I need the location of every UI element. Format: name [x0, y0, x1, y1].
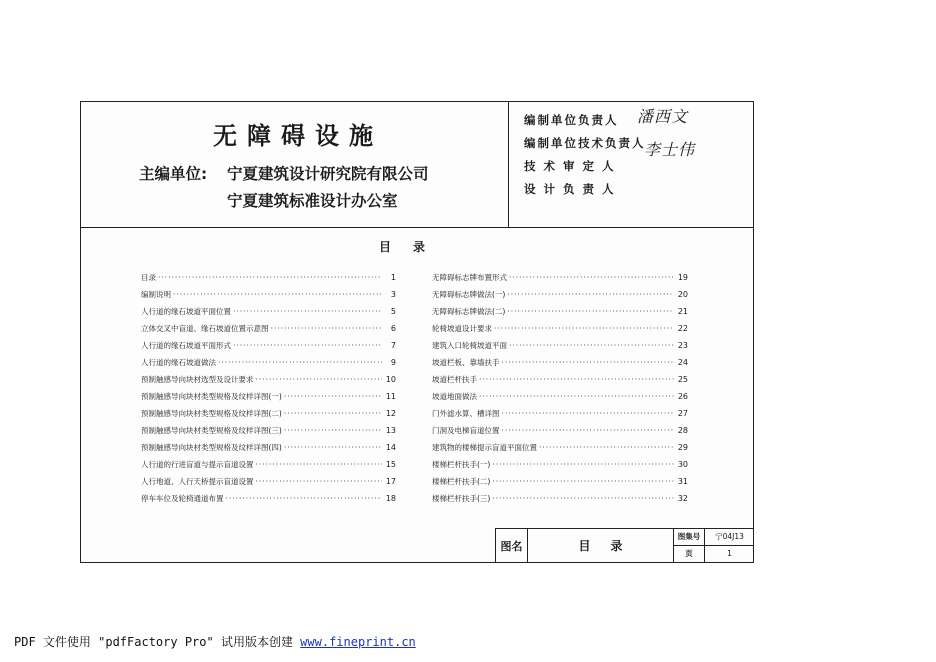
toc-entry-title: 人行道的行进盲道与提示盲道设置: [141, 460, 254, 469]
toc-entry-title: 预制触感导向块材类型规格及纹样详图(一): [141, 392, 282, 401]
toc-entry[interactable]: [432, 476, 688, 493]
toc-entry[interactable]: [432, 391, 688, 408]
header-divider: [508, 102, 509, 227]
toc-leader-dots: [539, 443, 674, 452]
toc-entry-title: 人行地道、人行天桥提示盲道设置: [141, 477, 254, 486]
toc-entry-title: 无障碍标志牌布置形式: [432, 273, 507, 282]
toc-leader-dots: [256, 477, 383, 486]
drawing-name-value: 目录: [528, 529, 674, 562]
toc-entry-page: 12: [385, 409, 396, 418]
toc-leader-dots: [492, 460, 674, 469]
toc-entry[interactable]: [141, 272, 396, 289]
sheet-header: [81, 102, 753, 228]
toc-leader-dots: [284, 392, 382, 401]
toc-entry-title: 建筑入口轮椅坡道平面: [432, 341, 507, 350]
toc-leader-dots: [507, 290, 674, 299]
toc-entry-title: 立体交叉中盲道、缘石坡道位置示意图: [141, 324, 269, 333]
toc-entry-title: 楼梯栏杆扶手(二): [432, 477, 491, 486]
toc-leader-dots: [284, 409, 382, 418]
toc-leader-dots: [507, 307, 674, 316]
toc-leader-dots: [271, 324, 383, 333]
toc-entry-page: 6: [390, 324, 396, 333]
toc-entry[interactable]: [141, 493, 396, 510]
toc-leader-dots: [233, 307, 382, 316]
toc-leader-dots: [479, 392, 674, 401]
toc-entry-title: 目录: [141, 273, 156, 282]
toc-left-column: [141, 272, 396, 510]
toc-leader-dots: [173, 290, 382, 299]
toc-entry-page: 32: [677, 494, 688, 503]
toc-entry[interactable]: [432, 442, 688, 459]
toc-entry-title: 预制触感导向块材类型规格及纹样详图(三): [141, 426, 282, 435]
toc-entry-title: 建筑物的楼梯提示盲道平面位置: [432, 443, 537, 452]
toc-entry-page: 15: [385, 460, 396, 469]
toc-leader-dots: [502, 426, 675, 435]
title-block: [495, 528, 753, 562]
toc-leader-dots: [233, 341, 382, 350]
toc-entry-title: 预制触感导向块材类型规格及纹样详图(四): [141, 443, 282, 452]
footer-text: PDF 文件使用 "pdfFactory Pro" 试用版本创建: [14, 635, 301, 649]
atlas-no-value: 宁04J13: [715, 532, 744, 542]
toc-entry-page: 13: [385, 426, 396, 435]
toc-entry[interactable]: [141, 459, 396, 476]
toc-entry-page: 5: [390, 307, 396, 316]
responsible-role: 技 术 审 定 人: [524, 159, 616, 173]
toc-entry[interactable]: [141, 425, 396, 442]
toc-entry-page: 7: [390, 341, 396, 350]
responsible-row: [524, 107, 744, 135]
toc-entry-page: 26: [677, 392, 688, 401]
responsible-role: 编制单位技术负责人: [524, 136, 646, 150]
toc-leader-dots: [492, 494, 674, 503]
toc-leader-dots: [502, 358, 675, 367]
toc-entry[interactable]: [141, 306, 396, 323]
toc-entry-page: 18: [385, 494, 396, 503]
toc-leader-dots: [494, 324, 674, 333]
atlas-no-label: 图集号: [674, 529, 705, 545]
page-label: 页: [674, 546, 705, 563]
toc-entry-title: 无障碍标志牌做法(二): [432, 307, 506, 316]
toc-leader-dots: [502, 409, 675, 418]
toc-leader-dots: [218, 358, 382, 367]
responsible-row: [524, 135, 744, 158]
toc-entry[interactable]: [141, 391, 396, 408]
toc-entry-title: 坡道地面做法: [432, 392, 477, 401]
toc-entry-title: 坡道栏杆扶手: [432, 375, 477, 384]
toc-leader-dots: [256, 460, 383, 469]
responsible-role: 编制单位负责人: [524, 113, 619, 127]
toc-title: 目录: [379, 240, 448, 254]
toc-entry[interactable]: [432, 323, 688, 340]
toc-entry[interactable]: [141, 374, 396, 391]
toc-entry-title: 人行道的缘石坡道平面形式: [141, 341, 231, 350]
toc-leader-dots: [226, 494, 383, 503]
toc-entry[interactable]: [432, 357, 688, 374]
toc-entry[interactable]: [432, 374, 688, 391]
toc-entry-title: 坡道栏板、靠墙扶手: [432, 358, 500, 367]
toc-entry-page: 9: [390, 358, 396, 367]
toc-entry-page: 19: [677, 273, 688, 282]
responsible-role: 设 计 负 责 人: [524, 182, 616, 196]
toc-entry-title: 门洞及电梯盲道位置: [432, 426, 500, 435]
toc-entry[interactable]: [432, 459, 688, 476]
responsible-row: [524, 158, 744, 181]
sheet-title: 无障碍设施: [213, 121, 383, 150]
toc-entry[interactable]: [141, 357, 396, 374]
toc-entry-title: 预制触感导向块材选型及设计要求: [141, 375, 254, 384]
toc-entry-page: 23: [677, 341, 688, 350]
toc-entry-title: 停车车位及轮椅通道布置: [141, 494, 224, 503]
toc-entry-title: 无障碍标志牌做法(一): [432, 290, 506, 299]
signature: 潘西文: [637, 107, 689, 126]
toc-entry-title: 预制触感导向块材类型规格及纹样详图(二): [141, 409, 282, 418]
toc-entry[interactable]: [432, 408, 688, 425]
toc-leader-dots: [158, 273, 382, 282]
pdf-footer: [14, 633, 416, 650]
toc-entry-page: 10: [385, 375, 396, 384]
toc-leader-dots: [256, 375, 383, 384]
toc-leader-dots: [479, 375, 674, 384]
chief-editor-org-2: 宁夏建筑标准设计办公室: [227, 192, 398, 210]
toc-leader-dots: [492, 477, 674, 486]
drawing-sheet: [80, 101, 754, 563]
page-value: 1: [727, 549, 732, 559]
toc-entry[interactable]: [141, 476, 396, 493]
toc-entry-page: 27: [677, 409, 688, 418]
toc-right-column: [432, 272, 688, 510]
footer-link[interactable]: www.fineprint.cn: [300, 635, 416, 649]
chief-editor-label: 主编单位:: [139, 165, 208, 183]
toc-entry-page: 31: [677, 477, 688, 486]
toc-entry-page: 25: [677, 375, 688, 384]
toc-entry-title: 人行道的缘石坡道做法: [141, 358, 216, 367]
toc-entry-page: 11: [385, 392, 396, 401]
responsible-persons: [524, 107, 744, 204]
toc-leader-dots: [284, 426, 382, 435]
toc-entry[interactable]: [432, 272, 688, 289]
toc-entry[interactable]: [141, 340, 396, 357]
toc-entry-title: 轮椅坡道设计要求: [432, 324, 492, 333]
toc-entry-title: 楼梯栏杆扶手(三): [432, 494, 491, 503]
toc-entry-title: 编制说明: [141, 290, 171, 299]
toc-entry-page: 29: [677, 443, 688, 452]
toc-entry[interactable]: [141, 408, 396, 425]
toc-entry-page: 20: [677, 290, 688, 299]
toc-leader-dots: [509, 273, 674, 282]
responsible-row: [524, 181, 744, 204]
toc-entry-title: 楼梯栏杆扶手(一): [432, 460, 491, 469]
toc-leader-dots: [509, 341, 674, 350]
toc-entry-page: 24: [677, 358, 688, 367]
toc-entry[interactable]: [432, 289, 688, 306]
toc-entry-page: 22: [677, 324, 688, 333]
toc-entry-page: 21: [677, 307, 688, 316]
toc-entry[interactable]: [432, 340, 688, 357]
toc-entry-page: 3: [390, 290, 396, 299]
toc-entry-title: 人行道的缘石坡道平面位置: [141, 307, 231, 316]
toc-entry[interactable]: [432, 493, 688, 510]
toc-entry[interactable]: [141, 442, 396, 459]
signature: 李士伟: [644, 140, 696, 159]
toc-entry[interactable]: [141, 289, 396, 306]
toc-entry-title: 门外滤水算、槽详图: [432, 409, 500, 418]
toc-entry-page: 17: [385, 477, 396, 486]
chief-editor-org-1: 宁夏建筑设计研究院有限公司: [227, 165, 429, 183]
toc-leader-dots: [284, 443, 382, 452]
toc-entry[interactable]: [432, 306, 688, 323]
toc-entry-page: 1: [390, 273, 396, 282]
toc-entry[interactable]: [432, 425, 688, 442]
toc-entry-page: 28: [677, 426, 688, 435]
toc-entry-page: 30: [677, 460, 688, 469]
drawing-name-label: 图名: [496, 529, 528, 562]
title-block-meta: [674, 529, 754, 562]
toc-entry[interactable]: [141, 323, 396, 340]
toc-entry-page: 14: [385, 443, 396, 452]
